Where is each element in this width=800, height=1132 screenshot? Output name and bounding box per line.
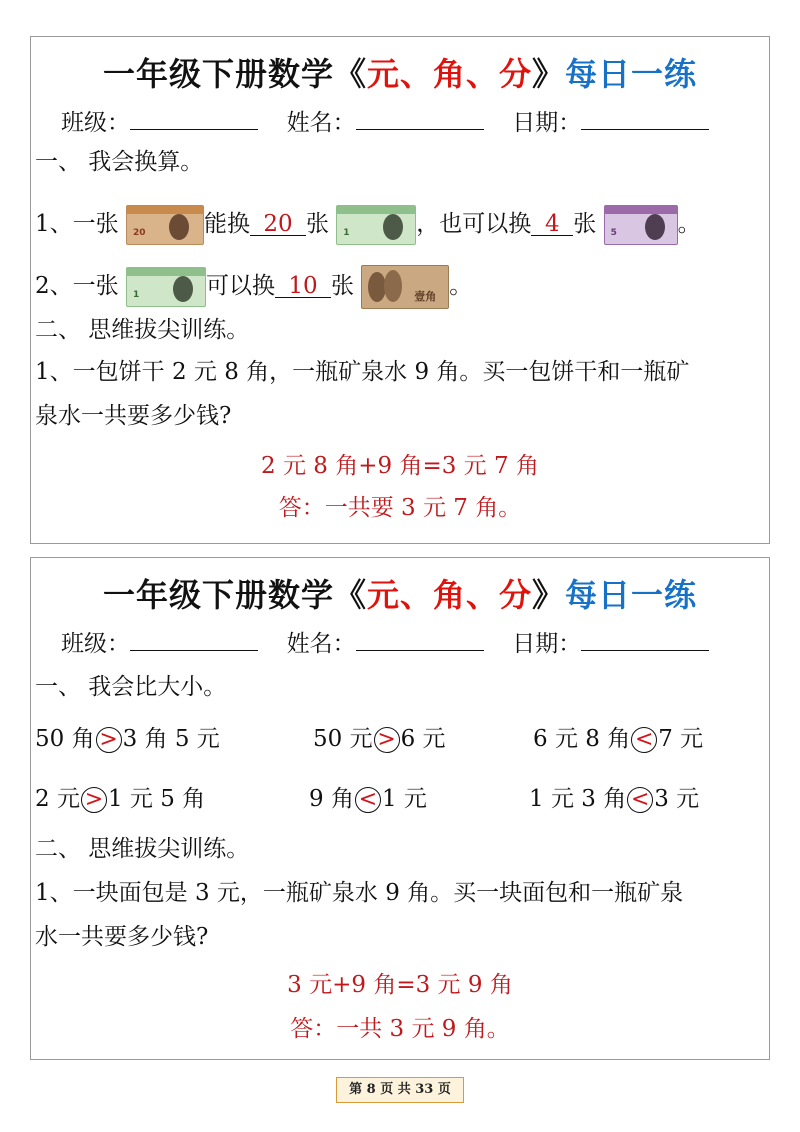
comparison-answer-circle[interactable]: <	[627, 787, 653, 813]
question-text: ，也可以换	[416, 211, 532, 237]
word-problem-line: 水一共要多少钱?	[35, 924, 209, 950]
comparison-answer-circle[interactable]: >	[374, 727, 400, 753]
comparison-left: 2 元	[35, 786, 80, 812]
answer-sentence: 答：一共要 3 元 7 角。	[278, 495, 522, 521]
exchange-question-2	[35, 265, 472, 309]
comparison-left: 1 元 3 角	[529, 786, 627, 812]
comparison-right: 3 角 5 元	[122, 726, 220, 752]
question-text: 张	[305, 211, 329, 237]
title-topic: 元、角、分	[366, 55, 532, 93]
class-label: 班级：	[61, 631, 130, 657]
question-text: 1、一张	[35, 211, 119, 237]
comparison-item	[533, 724, 703, 754]
banknote-1-yuan-image	[336, 205, 416, 245]
worksheet-title	[31, 49, 769, 95]
comparison-left: 50 角	[35, 726, 95, 752]
question-text: 能换	[203, 211, 250, 237]
exchange-question-1	[35, 205, 701, 245]
class-field[interactable]	[130, 626, 258, 651]
title-daily: 每日一练	[565, 55, 698, 93]
name-label: 姓名：	[286, 110, 356, 136]
banknote-1-yuan-image	[126, 267, 206, 307]
date-field[interactable]	[581, 105, 709, 130]
comparison-right: 1 元 5 角	[107, 786, 206, 812]
title-part: 一年级下册数学《	[102, 55, 367, 93]
banknote-5-yuan-image	[604, 205, 678, 245]
date-label: 日期：	[512, 110, 582, 136]
banknote-value: 20	[132, 228, 146, 238]
question-text: 张	[330, 273, 354, 299]
title-part: 》	[532, 55, 566, 93]
comparison-answer-circle[interactable]: >	[81, 787, 107, 813]
comparison-answer-circle[interactable]: <	[355, 787, 381, 813]
banknote-value: 1	[343, 228, 350, 238]
title-part: 》	[532, 576, 566, 614]
banknote-20-yuan-image	[126, 205, 204, 245]
student-info-row	[61, 626, 709, 659]
answer-sentence: 答：一共 3 元 9 角。	[290, 1016, 510, 1042]
banknote-value: 壹角	[414, 290, 437, 303]
banknote-value: 5	[610, 228, 617, 238]
comparison-right: 7 元	[658, 726, 704, 752]
banknote-1-jiao-image	[361, 265, 449, 309]
section-title: 二、 思维拔尖训练。	[35, 836, 250, 862]
worksheet-panel-2	[30, 557, 770, 1060]
comparison-left: 50 元	[313, 726, 373, 752]
comparison-left: 6 元 8 角	[533, 726, 631, 752]
comparison-item	[529, 784, 699, 814]
title-daily: 每日一练	[565, 576, 698, 614]
comparison-item	[35, 724, 220, 754]
comparison-left: 9 角	[309, 786, 354, 812]
question-text: 可以换	[205, 273, 275, 299]
class-field[interactable]	[130, 105, 258, 130]
comparison-right: 3 元	[654, 786, 700, 812]
comparison-right: 1 元	[381, 786, 427, 812]
name-field[interactable]	[356, 105, 484, 130]
section-title: 一、 我会比大小。	[35, 674, 227, 700]
comparison-answer-circle[interactable]: <	[631, 727, 657, 753]
title-part: 一年级下册数学《	[102, 576, 367, 614]
answer-equation: 2 元 8 角+9 角=3 元 7 角	[261, 453, 539, 479]
answer-blank[interactable]: 20	[250, 209, 306, 236]
question-text: 。	[449, 273, 473, 299]
page-number-badge: 第 8 页 共 33 页	[336, 1077, 464, 1103]
name-label: 姓名：	[286, 631, 356, 657]
answer-blank[interactable]: 4	[531, 209, 573, 236]
worksheet-panel-1	[30, 36, 770, 544]
name-field[interactable]	[356, 626, 484, 651]
section-title: 一、 我会换算。	[35, 149, 204, 175]
word-problem-line: 1、一包饼干 2 元 8 角，一瓶矿泉水 9 角。买一包饼干和一瓶矿	[35, 359, 690, 385]
comparison-item	[35, 784, 205, 814]
title-topic: 元、角、分	[366, 576, 532, 614]
class-label: 班级：	[61, 110, 130, 136]
question-text: 2、一张	[35, 273, 119, 299]
comparison-item	[313, 724, 446, 754]
question-text: 。	[677, 211, 701, 237]
worksheet-title	[31, 570, 769, 616]
word-problem-line: 泉水一共要多少钱?	[35, 403, 232, 429]
student-info-row	[61, 105, 709, 138]
comparison-answer-circle[interactable]: >	[96, 727, 122, 753]
banknote-value: 1	[132, 290, 140, 300]
comparison-item	[309, 784, 427, 814]
date-field[interactable]	[581, 626, 709, 651]
date-label: 日期：	[512, 631, 582, 657]
word-problem-line: 1、一块面包是 3 元，一瓶矿泉水 9 角。买一块面包和一瓶矿泉	[35, 880, 684, 906]
section-title: 二、 思维拔尖训练。	[35, 317, 250, 343]
answer-equation: 3 元+9 角=3 元 9 角	[287, 972, 513, 998]
question-text: 张	[573, 211, 597, 237]
answer-blank[interactable]: 10	[275, 271, 331, 298]
comparison-right: 6 元	[400, 726, 446, 752]
